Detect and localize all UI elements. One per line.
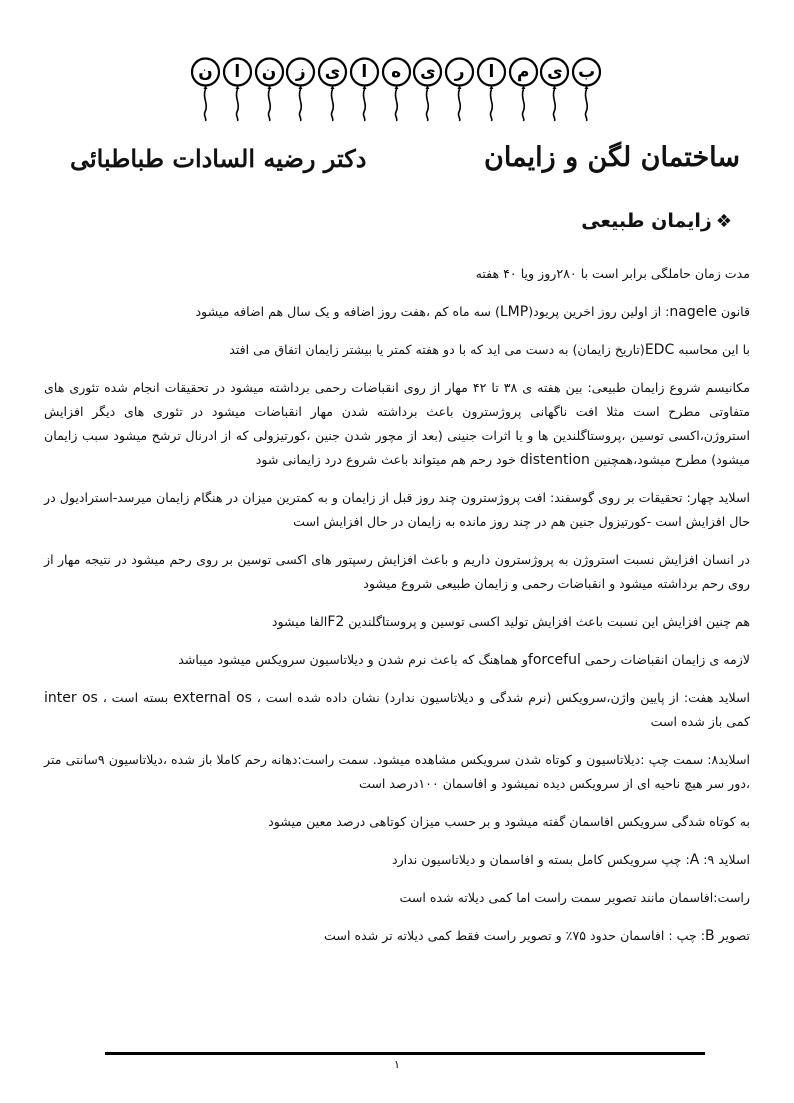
balloon-letter: م: [516, 62, 530, 82]
paragraph-text: مدت زمان حاملگی برابر است با ۲۸۰روز ویا ۴۰ هفته: [475, 266, 750, 281]
paragraph-text: هم چنین افزایش این نسبت باعث افزایش تولید اکسی توسین و پروستاگلندین: [344, 614, 750, 629]
paragraph-text: قانون: [716, 304, 750, 319]
balloon-letter: ا: [234, 62, 241, 82]
document-body: [44, 262, 750, 962]
latin-term: external os: [173, 690, 252, 706]
latin-term: forceful: [527, 652, 581, 668]
latin-term: B: [705, 928, 715, 944]
paragraph-text: و هماهنگ که باعث نرم شدن و دیلاتاسیون سرویکس میشود میباشد: [178, 652, 528, 667]
paragraph-text: : از اولین روز اخرین پریود(: [528, 304, 670, 319]
balloon-letter: ا: [361, 62, 368, 82]
latin-term: EDC: [644, 342, 675, 358]
balloon-letter: ز: [295, 62, 306, 82]
header-balloon: [476, 56, 505, 122]
balloon-letter: ر: [454, 62, 465, 82]
balloon-letter: ب: [578, 62, 596, 82]
paragraph-text: اسلاید چهار: تحقیقات بر روی گوسفند: افت پروژسترون چند روز قبل از زایمان و به کمترین میزان در هنگام زایمان میرسد-استرادیول در حال افزایش است -کورتیزول جنین هم در چند روز مانده به زایمان در حال افزایش است: [44, 490, 750, 529]
section-heading-text: زایمان طبیعی: [581, 210, 712, 232]
balloon-letter: ه: [391, 62, 402, 82]
body-paragraph: [44, 548, 750, 596]
balloon-letter: ی: [547, 62, 563, 82]
paragraph-text: اسلاید هفت: از پایین واژن،سرویکس (نرم شدگی و دیلاتاسیون ندارد) نشان داده شده است ،: [251, 690, 751, 705]
paragraph-text: لازمه ی زایمان انقباضات رحمی: [580, 652, 750, 667]
body-paragraph: [44, 648, 750, 672]
title-row: [60, 142, 740, 192]
header-balloon: [508, 56, 537, 122]
course-title: ساختمان لگن و زایمان: [484, 142, 740, 173]
paragraph-text: با این محاسبه: [674, 342, 750, 357]
body-paragraph: [44, 686, 750, 734]
body-paragraph: [44, 886, 750, 910]
latin-term: inter os: [44, 690, 98, 706]
paragraph-text: اسلاید۸: سمت چپ :دیلاتاسیون و کوتاه شدن سرویکس مشاهده میشود. سمت راست:دهانه رحم کاملا باز شده ،دیلاتاسیون ۹سانتی متر ،دور سر هیچ ناحیه ای از سرویکس دیده نمیشود و افاسمان ۱۰۰درصد است: [44, 752, 750, 791]
balloon-letter: ا: [488, 62, 495, 82]
paragraph-text: (تاریخ زایمان) به دست می اید که با دو هفته کمتر یا بیشتر زایمان اتفاق می افتد: [229, 342, 645, 357]
paragraph-text: ) سه ماه کم ،هفت روز اضافه و یک سال هم اضافه میشود: [195, 304, 500, 319]
page-number: ۱: [394, 1058, 400, 1071]
header-balloon: [444, 56, 473, 122]
header-balloon: [317, 56, 346, 122]
header-balloon: [571, 56, 600, 122]
balloon-letter: ی: [324, 62, 341, 82]
header-balloon: [412, 56, 441, 122]
paragraph-text: تصویر: [714, 928, 750, 943]
body-paragraph: [44, 300, 750, 324]
header-balloon: [222, 56, 251, 122]
body-paragraph: [44, 748, 750, 796]
paragraph-text: راست:افاسمان مانند تصویر سمت راست اما کمی دیلاته شده است: [399, 890, 750, 905]
body-paragraph: [44, 262, 750, 286]
paragraph-text: الفا میشود: [271, 614, 328, 629]
paragraph-text: در انسان افزایش نسبت استروژن به پروژسترون داریم و باعث افزایش رسپتور های اکسی توسین بر روی رحم میشود در نتیجه مهار از روی رحم برداشته میشود و انقباضات رحمی و زایمان طبیعی شروع میشود: [44, 552, 750, 591]
balloon-letter: ن: [261, 62, 277, 82]
paragraph-text: خود رحم هم میتواند باعث شروع درد زایمانی شود: [255, 452, 520, 467]
paragraph-text: بسته است ،: [97, 690, 174, 705]
latin-term: distention: [519, 452, 590, 468]
body-paragraph: [44, 610, 750, 634]
header-balloon-title: [190, 56, 600, 126]
paragraph-text: به کوتاه شدگی سرویکس افاسمان گفته میشود و بر حسب میزان کوتاهی درصد معین میشود: [268, 814, 750, 829]
body-paragraph: [44, 376, 750, 472]
paragraph-text: کمی باز شده است: [650, 714, 750, 729]
header-balloon: [190, 56, 219, 122]
footer-divider: [105, 1052, 705, 1055]
latin-term: A: [689, 852, 700, 868]
section-heading: [581, 210, 732, 232]
header-balloon: [349, 56, 378, 122]
body-paragraph: [44, 486, 750, 534]
body-paragraph: [44, 848, 750, 872]
balloon-letter: ی: [420, 62, 436, 82]
author-name: دکتر رضیه السادات طباطبائی: [70, 144, 367, 173]
paragraph-text: اسلاید ۹:: [699, 852, 750, 867]
body-paragraph: [44, 338, 750, 362]
paragraph-text: : چپ سرویکس کامل بسته و افاسمان و دیلاتاسیون ندارد: [391, 852, 690, 867]
body-paragraph: [44, 810, 750, 834]
balloon-letter: ن: [198, 62, 213, 82]
latin-term: LMP: [499, 304, 529, 320]
diamond-bullet-icon: ❖: [715, 211, 732, 232]
header-balloon: [539, 56, 568, 122]
header-balloon: [285, 56, 314, 122]
body-paragraph: [44, 924, 750, 948]
header-balloon: [254, 56, 283, 122]
header-balloon: [381, 56, 410, 122]
paragraph-text: مکانیسم شروع زایمان طبیعی: بین هفته ی ۳۸ تا ۴۲ مهار از روی انقباضات رحمی برداشته میشود در تحقیقات انجام شده تئوری های متفاوتی مطرح است مثلا افت ناگهانی پروژسترون باعث برداشته شدن مهار انقباضات میشود در تئوری های دیگر افزایش استروژن،اکسی توسین ،پروستاگلندین ها و یا اثرات جنینی (بعد از مچور شدن جنین ،کورتیزولی که از ادرنال ترشح میشود سبب زایمان میشود) مطرح میشود،همچنین: [44, 380, 750, 467]
latin-term: F2: [327, 614, 345, 630]
paragraph-text: : چپ : افاسمان حدود ۷۵٪ و تصویر راست فقط کمی دیلاته تر شده است: [324, 928, 705, 943]
latin-term: nagele: [669, 304, 717, 320]
